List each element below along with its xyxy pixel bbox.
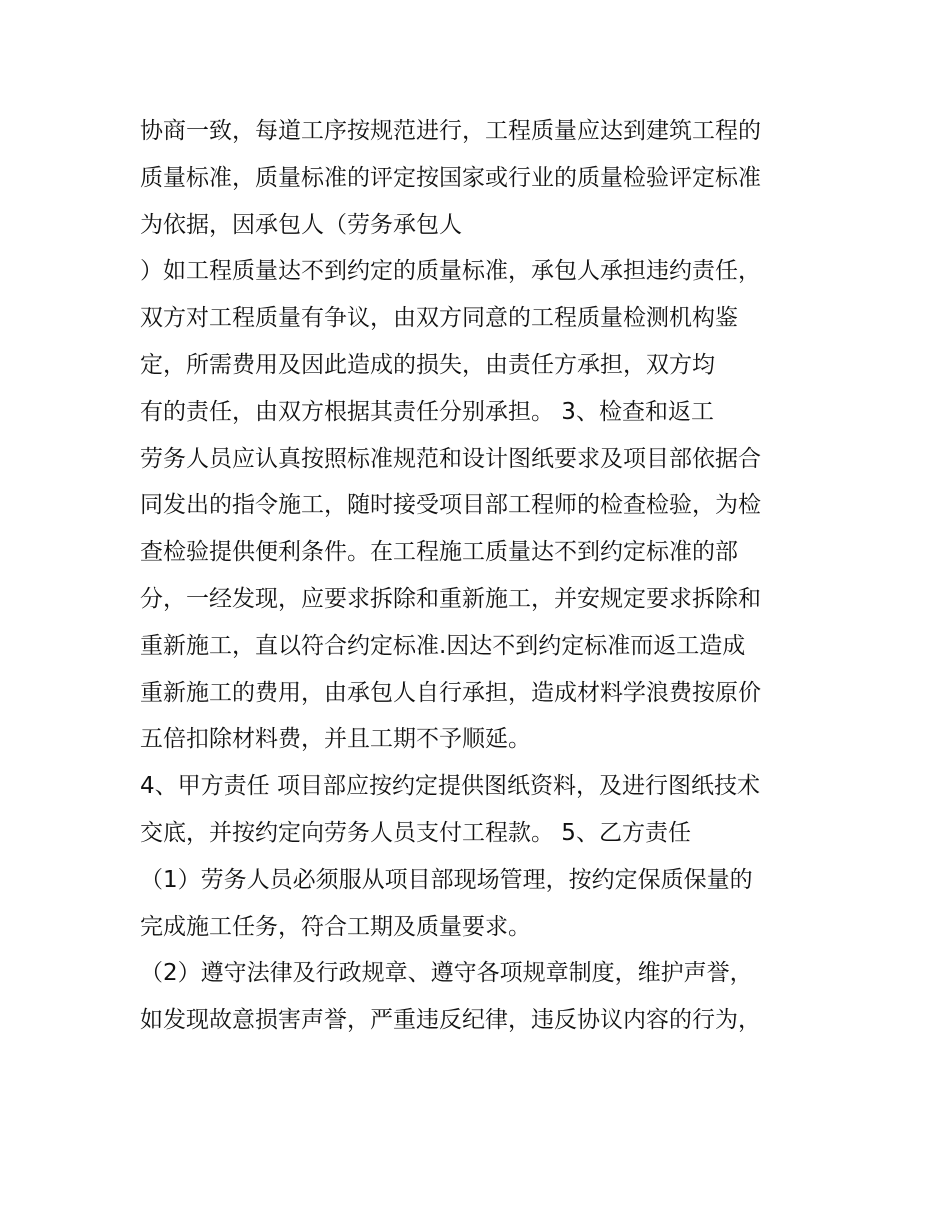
text-line: 4、甲方责任 项目部应按约定提供图纸资料，及进行图纸技术: [140, 773, 760, 800]
body-text: [140, 108, 830, 1044]
text-line: 同发出的指令施工，随时接受项目部工程师的检查检验，为检: [140, 492, 761, 519]
text-line: 查检验提供便利条件。在工程施工质量达不到约定标准的部: [140, 539, 738, 566]
text-line: （1）劳务人员必须服从项目部现场管理，按约定保质保量的: [140, 866, 753, 893]
text-line: 重新施工，直以符合约定标准.因达不到约定标准而返工造成: [140, 632, 746, 659]
text-line: ）如工程质量达不到约定的质量标准，承包人承担违约责任，: [140, 258, 761, 285]
text-line: 协商一致，每道工序按规范进行，工程质量应达到建筑工程的: [140, 118, 761, 144]
text-line: 如发现故意损害声誉，严重违反纪律，违反协议内容的行为，: [140, 1007, 761, 1034]
text-line: 有的责任，由双方根据其责任分别承担。 3、检查和返工: [140, 398, 714, 425]
text-line: 为依据，因承包人（劳务承包人: [140, 211, 462, 238]
text-line: 双方对工程质量有争议，由双方同意的工程质量检测机构鉴: [140, 305, 738, 332]
text-line: （2）遵守法律及行政规章、遵守各项规章制度，维护声誉，: [140, 960, 753, 987]
text-line: 完成施工任务，符合工期及质量要求。: [140, 913, 531, 940]
text-line: 交底，并按约定向劳务人员支付工程款。 5、乙方责任: [140, 819, 691, 846]
text-line: 重新施工的费用，由承包人自行承担，造成材料学浪费按原价: [140, 679, 761, 706]
text-line: 劳务人员应认真按照标准规范和设计图纸要求及项目部依据合: [140, 445, 761, 472]
text-line: 质量标准，质量标准的评定按国家或行业的质量检验评定标准: [140, 164, 761, 191]
text-line: 分，一经发现，应要求拆除和重新施工，并安规定要求拆除和: [140, 585, 761, 612]
text-line: 五倍扣除材料费，并且工期不予顺延。: [140, 726, 531, 753]
text-line: 定，所需费用及因此造成的损失，由责任方承担，双方均: [140, 351, 715, 378]
